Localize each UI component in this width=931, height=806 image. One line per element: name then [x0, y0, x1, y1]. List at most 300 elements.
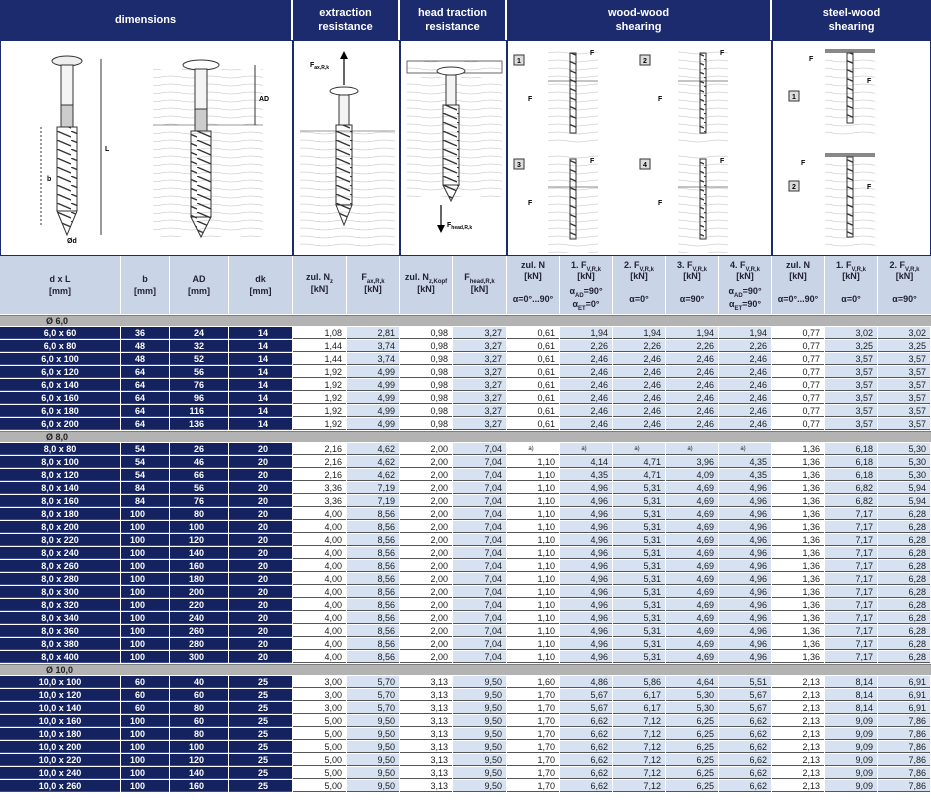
- cell-zul-n-steel: 1,36: [772, 469, 824, 481]
- cell-ww2: 2,46: [613, 418, 665, 430]
- cell-sw2: 7,86: [878, 780, 930, 792]
- cell-ad: 240: [170, 612, 228, 624]
- cell-fax: 9,50: [347, 715, 399, 727]
- cell-dxl: 8,0 x 300: [0, 586, 120, 598]
- table-row: [0, 689, 931, 702]
- cell-fhead: 7,04: [453, 495, 506, 507]
- cell-zul-n-steel: 0,77: [772, 405, 824, 417]
- cell-ww3: 2,46: [666, 405, 718, 417]
- cell-zul-nzk: 2,00: [400, 612, 452, 624]
- cell-b: 100: [121, 651, 169, 663]
- cell-zul-nzk: 2,00: [400, 482, 452, 494]
- svg-text:F: F: [590, 158, 595, 165]
- table-row: [0, 547, 931, 560]
- svg-text:3: 3: [517, 162, 521, 169]
- cell-fax: 4,62: [347, 443, 399, 455]
- cell-sw1: 9,09: [825, 728, 877, 740]
- cell-zul-n-steel: 1,36: [772, 638, 824, 650]
- cell-zul-n: 1,10: [507, 534, 559, 546]
- cell-zul-nzk: 0,98: [400, 353, 452, 365]
- cell-ww1: 4,96: [560, 586, 612, 598]
- cell-sw1: 9,09: [825, 754, 877, 766]
- cell-ww4: a): [719, 443, 771, 455]
- cell-ww3: 4,64: [666, 676, 718, 688]
- cell-fax: 4,62: [347, 456, 399, 468]
- cell-ww1: 4,96: [560, 599, 612, 611]
- cell-zul-n: 1,10: [507, 547, 559, 559]
- cell-fhead: 9,50: [453, 728, 506, 740]
- cell-b: 64: [121, 392, 169, 404]
- table-row: [0, 534, 931, 547]
- svg-text:1: 1: [517, 58, 521, 65]
- cell-sw1: 3,57: [825, 353, 877, 365]
- cell-ww2: 5,31: [613, 612, 665, 624]
- cell-zul-n-steel: 0,77: [772, 392, 824, 404]
- cell-zul-n-steel: 1,36: [772, 508, 824, 520]
- cell-zul-n-steel: 2,13: [772, 689, 824, 701]
- cell-sw1: 6,82: [825, 482, 877, 494]
- cell-b: 100: [121, 612, 169, 624]
- cell-fax: 9,50: [347, 780, 399, 792]
- cell-sw1: 3,02: [825, 327, 877, 339]
- cell-ww3: 6,25: [666, 715, 718, 727]
- cell-zul-n-steel: 0,77: [772, 353, 824, 365]
- cell-b: 100: [121, 521, 169, 533]
- cell-dk: 25: [229, 676, 292, 688]
- cell-ww1: 6,62: [560, 767, 612, 779]
- cell-sw1: 3,57: [825, 366, 877, 378]
- svg-text:F: F: [867, 184, 872, 191]
- cell-sw2: 5,30: [878, 456, 930, 468]
- cell-zul-nz: 1,92: [293, 366, 346, 378]
- cell-zul-n-steel: 0,77: [772, 327, 824, 339]
- table-row: [0, 392, 931, 405]
- cell-ad: 260: [170, 625, 228, 637]
- cell-dk: 14: [229, 405, 292, 417]
- cell-ww2: 7,12: [613, 767, 665, 779]
- cell-ww1: 4,96: [560, 651, 612, 663]
- cell-b: 60: [121, 702, 169, 714]
- case-2: [640, 47, 728, 147]
- cell-sw1: 7,17: [825, 534, 877, 546]
- cell-dxl: 10,0 x 260: [0, 780, 120, 792]
- cell-sw1: 9,09: [825, 767, 877, 779]
- cell-sw2: 5,30: [878, 443, 930, 455]
- cell-ww2: 7,12: [613, 754, 665, 766]
- cell-sw2: 6,28: [878, 573, 930, 585]
- label-fax: $F_{ax,R,k}$: [310, 62, 330, 71]
- cell-fhead: 7,04: [453, 443, 506, 455]
- cell-sw1: 3,25: [825, 340, 877, 352]
- cell-ww3: 6,25: [666, 728, 718, 740]
- svg-text:1: 1: [792, 94, 796, 101]
- table-row: [0, 741, 931, 754]
- cell-b: 54: [121, 456, 169, 468]
- cell-zul-n: 0,61: [507, 353, 559, 365]
- cell-b: 64: [121, 379, 169, 391]
- cell-ww1: 4,96: [560, 573, 612, 585]
- cell-zul-nz: 4,00: [293, 651, 346, 663]
- cell-dxl: 6,0 x 120: [0, 366, 120, 378]
- cell-ww1: 6,62: [560, 728, 612, 740]
- cell-sw2: 6,91: [878, 676, 930, 688]
- cell-sw1: 8,14: [825, 689, 877, 701]
- cell-ww1: 6,62: [560, 754, 612, 766]
- cell-zul-nz: 5,00: [293, 780, 346, 792]
- cell-sw2: 5,94: [878, 482, 930, 494]
- cell-zul-n: 1,10: [507, 625, 559, 637]
- table-row: [0, 327, 931, 340]
- cell-ww4: 2,46: [719, 418, 771, 430]
- cell-sw2: 7,86: [878, 767, 930, 779]
- cell-ww4: 2,46: [719, 366, 771, 378]
- cell-sw2: 3,57: [878, 405, 930, 417]
- cell-ww4: 4,96: [719, 586, 771, 598]
- cell-ad: 52: [170, 353, 228, 365]
- cell-zul-n-steel: 1,36: [772, 547, 824, 559]
- cell-sw1: 6,18: [825, 443, 877, 455]
- cell-ww2: 7,12: [613, 780, 665, 792]
- cell-ww1: 4,96: [560, 547, 612, 559]
- cell-zul-nzk: 0,98: [400, 405, 452, 417]
- cell-ad: 280: [170, 638, 228, 650]
- cell-ad: 140: [170, 547, 228, 559]
- col-zul-nzk: zul. $N_{z,Kopf}$ [kN]: [400, 256, 453, 314]
- cell-fax: 5,70: [347, 676, 399, 688]
- cell-sw2: 6,28: [878, 508, 930, 520]
- cell-ww2: 5,31: [613, 547, 665, 559]
- cell-ww4: 4,96: [719, 560, 771, 572]
- cell-zul-nz: 4,00: [293, 508, 346, 520]
- cell-zul-n-steel: 1,36: [772, 586, 824, 598]
- table-row: [0, 754, 931, 767]
- cell-zul-n: 1,10: [507, 508, 559, 520]
- cell-fax: 8,56: [347, 599, 399, 611]
- cell-sw2: 6,91: [878, 689, 930, 701]
- cell-fax: 8,56: [347, 573, 399, 585]
- cell-ww2: 2,46: [613, 379, 665, 391]
- cell-ww1: 4,96: [560, 638, 612, 650]
- cell-dk: 20: [229, 638, 292, 650]
- cell-zul-nzk: 2,00: [400, 560, 452, 572]
- col-zul-nz: zul. $N_z$ [kN]: [293, 256, 347, 314]
- cell-dxl: 8,0 x 120: [0, 469, 120, 481]
- cell-sw1: 7,17: [825, 599, 877, 611]
- cell-fax: 8,56: [347, 560, 399, 572]
- cell-ww1: 4,96: [560, 495, 612, 507]
- table-row: [0, 443, 931, 456]
- cell-sw1: 9,09: [825, 741, 877, 753]
- cell-sw2: 3,57: [878, 392, 930, 404]
- cell-zul-n: 1,70: [507, 689, 559, 701]
- cell-ww2: 5,31: [613, 495, 665, 507]
- cell-sw1: 6,18: [825, 469, 877, 481]
- cell-zul-nzk: 3,13: [400, 676, 452, 688]
- cell-zul-nzk: 2,00: [400, 469, 452, 481]
- cell-b: 64: [121, 418, 169, 430]
- cell-zul-n-steel: 1,36: [772, 534, 824, 546]
- cell-ad: 46: [170, 456, 228, 468]
- cell-dk: 25: [229, 702, 292, 714]
- group-label: Ø 10,0: [0, 664, 931, 675]
- cell-fax: 8,56: [347, 612, 399, 624]
- cell-zul-n-steel: 1,36: [772, 456, 824, 468]
- cell-b: 100: [121, 625, 169, 637]
- cell-fhead: 3,27: [453, 392, 506, 404]
- cell-dxl: 8,0 x 320: [0, 599, 120, 611]
- cell-fax: 9,50: [347, 741, 399, 753]
- svg-text:2: 2: [792, 184, 796, 191]
- cell-zul-n: 0,61: [507, 327, 559, 339]
- cell-dk: 25: [229, 780, 292, 792]
- cell-ad: 26: [170, 443, 228, 455]
- cell-fax: 7,19: [347, 495, 399, 507]
- table-row: [0, 379, 931, 392]
- cell-b: 100: [121, 508, 169, 520]
- cell-sw1: 6,82: [825, 495, 877, 507]
- cell-ww3: 1,94: [666, 327, 718, 339]
- cell-ad: 56: [170, 482, 228, 494]
- cell-zul-nzk: 3,13: [400, 728, 452, 740]
- cell-fax: 8,56: [347, 651, 399, 663]
- cell-dxl: 8,0 x 340: [0, 612, 120, 624]
- cell-ww2: 7,12: [613, 715, 665, 727]
- cell-ww1: 4,14: [560, 456, 612, 468]
- cell-b: 100: [121, 780, 169, 792]
- cell-sw1: 9,09: [825, 780, 877, 792]
- table-row: [0, 676, 931, 689]
- cell-zul-n: 1,70: [507, 728, 559, 740]
- cell-dk: 20: [229, 573, 292, 585]
- cell-zul-n-steel: 2,13: [772, 767, 824, 779]
- table-row: [0, 651, 931, 664]
- cell-ww3: 6,25: [666, 780, 718, 792]
- label-AD: AD: [259, 96, 270, 103]
- cell-zul-n: 1,10: [507, 521, 559, 533]
- cell-fhead: 7,04: [453, 534, 506, 546]
- cell-fhead: 7,04: [453, 599, 506, 611]
- cell-dxl: 6,0 x 140: [0, 379, 120, 391]
- cell-b: 100: [121, 767, 169, 779]
- cell-ww2: 2,46: [613, 353, 665, 365]
- cell-zul-nzk: 0,98: [400, 392, 452, 404]
- cell-zul-nzk: 2,00: [400, 547, 452, 559]
- cell-ww1: 4,96: [560, 612, 612, 624]
- cell-fax: 8,56: [347, 638, 399, 650]
- cell-zul-nzk: 0,98: [400, 418, 452, 430]
- cell-dk: 20: [229, 443, 292, 455]
- cell-ww1: a): [560, 443, 612, 455]
- cell-zul-n: 1,10: [507, 482, 559, 494]
- cell-sw1: 7,17: [825, 547, 877, 559]
- cell-ww4: 5,67: [719, 689, 771, 701]
- cell-sw2: 6,28: [878, 651, 930, 663]
- cell-zul-n: 1,10: [507, 573, 559, 585]
- cell-zul-nz: 3,36: [293, 495, 346, 507]
- cell-ww2: 6,17: [613, 689, 665, 701]
- cell-zul-nzk: 2,00: [400, 651, 452, 663]
- cell-dxl: 10,0 x 220: [0, 754, 120, 766]
- cell-dxl: 6,0 x 180: [0, 405, 120, 417]
- cell-ww4: 2,46: [719, 379, 771, 391]
- cell-ww1: 4,96: [560, 521, 612, 533]
- svg-text:F: F: [658, 200, 663, 207]
- cell-b: 100: [121, 573, 169, 585]
- cell-ww4: 4,35: [719, 469, 771, 481]
- cell-zul-n: 1,10: [507, 651, 559, 663]
- cell-zul-n-steel: 2,13: [772, 676, 824, 688]
- cell-zul-n-steel: 1,36: [772, 651, 824, 663]
- cell-ww1: 4,96: [560, 508, 612, 520]
- cell-dk: 20: [229, 482, 292, 494]
- cell-fax: 8,56: [347, 547, 399, 559]
- label-b: b: [47, 176, 52, 183]
- cell-ww3: 4,69: [666, 599, 718, 611]
- cell-fhead: 7,04: [453, 625, 506, 637]
- cell-fax: 4,99: [347, 379, 399, 391]
- cell-ww4: 4,96: [719, 612, 771, 624]
- cell-dxl: 8,0 x 360: [0, 625, 120, 637]
- cell-fax: 4,99: [347, 392, 399, 404]
- cell-dk: 20: [229, 508, 292, 520]
- header-head-traction: head traction resistance: [400, 0, 507, 40]
- col-ww4: 4. $F_{V,R,k}$ [kN] $\alpha_{AD}=90^\circ$ $\alpha_{ET}=90^\circ$: [719, 256, 772, 314]
- cell-ww1: 6,62: [560, 741, 612, 753]
- cell-ww3: 4,69: [666, 586, 718, 598]
- cell-zul-n: 0,61: [507, 340, 559, 352]
- cell-dxl: 8,0 x 200: [0, 521, 120, 533]
- cell-b: 48: [121, 340, 169, 352]
- cell-zul-n: 1,10: [507, 560, 559, 572]
- cell-fhead: 9,50: [453, 702, 506, 714]
- cell-ad: 60: [170, 715, 228, 727]
- cell-sw2: 7,86: [878, 741, 930, 753]
- cell-dk: 25: [229, 767, 292, 779]
- cell-fhead: 7,04: [453, 482, 506, 494]
- cell-fhead: 3,27: [453, 340, 506, 352]
- col-dxl: d x L [mm]: [0, 256, 121, 314]
- cell-ww1: 4,35: [560, 469, 612, 481]
- group-label: Ø 8,0: [0, 431, 931, 442]
- cell-ww3: 4,69: [666, 638, 718, 650]
- cell-sw1: 3,57: [825, 405, 877, 417]
- cell-sw2: 7,86: [878, 754, 930, 766]
- cell-ww3: 2,46: [666, 392, 718, 404]
- cell-ww2: 5,31: [613, 651, 665, 663]
- col-fhead: $F_{head,R,k}$ [kN]: [453, 256, 507, 314]
- cell-b: 100: [121, 547, 169, 559]
- cell-ww4: 6,62: [719, 715, 771, 727]
- cell-sw2: 3,02: [878, 327, 930, 339]
- cell-dk: 14: [229, 353, 292, 365]
- cell-fhead: 9,50: [453, 741, 506, 753]
- cell-ww4: 4,35: [719, 456, 771, 468]
- cell-zul-nz: 5,00: [293, 728, 346, 740]
- cell-zul-nzk: 3,13: [400, 689, 452, 701]
- cell-ww2: 7,12: [613, 741, 665, 753]
- cell-ad: 120: [170, 534, 228, 546]
- cell-ww1: 6,62: [560, 780, 612, 792]
- cell-sw2: 3,57: [878, 353, 930, 365]
- cell-dk: 20: [229, 456, 292, 468]
- cell-sw2: 6,28: [878, 586, 930, 598]
- cell-zul-nzk: 3,13: [400, 715, 452, 727]
- cell-ww4: 4,96: [719, 482, 771, 494]
- cell-sw1: 8,14: [825, 702, 877, 714]
- cell-ww2: 2,46: [613, 392, 665, 404]
- cell-ww4: 6,62: [719, 741, 771, 753]
- cell-zul-n: 0,61: [507, 379, 559, 391]
- cell-b: 100: [121, 560, 169, 572]
- cell-fhead: 3,27: [453, 366, 506, 378]
- cell-zul-nz: 4,00: [293, 573, 346, 585]
- cell-zul-nzk: 2,00: [400, 586, 452, 598]
- cell-zul-nzk: 2,00: [400, 495, 452, 507]
- svg-text:F: F: [809, 56, 814, 63]
- cell-dxl: 6,0 x 160: [0, 392, 120, 404]
- cell-zul-nz: 2,16: [293, 456, 346, 468]
- table-row: [0, 638, 931, 651]
- cell-ad: 200: [170, 586, 228, 598]
- cell-fax: 9,50: [347, 767, 399, 779]
- cell-sw1: 9,09: [825, 715, 877, 727]
- cell-ww3: 4,69: [666, 521, 718, 533]
- cell-b: 54: [121, 443, 169, 455]
- cell-sw2: 3,57: [878, 418, 930, 430]
- cell-b: 100: [121, 741, 169, 753]
- cell-ww4: 4,96: [719, 534, 771, 546]
- cell-zul-nz: 5,00: [293, 741, 346, 753]
- cell-ww3: 2,46: [666, 379, 718, 391]
- cell-dxl: 6,0 x 60: [0, 327, 120, 339]
- table-row: [0, 728, 931, 741]
- cell-zul-n: 1,70: [507, 754, 559, 766]
- cell-dk: 14: [229, 340, 292, 352]
- cell-zul-n-steel: 1,36: [772, 560, 824, 572]
- cell-ww2: 5,31: [613, 560, 665, 572]
- cell-fhead: 7,04: [453, 508, 506, 520]
- col-ww2: 2. $F_{V,R,k}$ [kN] α=0°: [613, 256, 666, 314]
- cell-zul-nz: 3,00: [293, 676, 346, 688]
- cell-fhead: 9,50: [453, 715, 506, 727]
- cell-zul-n: 1,10: [507, 456, 559, 468]
- table-row: [0, 715, 931, 728]
- cell-ad: 96: [170, 392, 228, 404]
- cell-zul-n: 0,61: [507, 418, 559, 430]
- cell-dxl: 10,0 x 120: [0, 689, 120, 701]
- cell-sw2: 6,28: [878, 612, 930, 624]
- col-fax: $F_{ax,R,k}$ [kN]: [347, 256, 400, 314]
- cell-fax: 8,56: [347, 625, 399, 637]
- cell-zul-n: 1,70: [507, 715, 559, 727]
- col-zul-n: zul. N [kN] α=0°...90°: [507, 256, 560, 314]
- cell-ww2: 5,31: [613, 625, 665, 637]
- cell-ww2: 2,26: [613, 340, 665, 352]
- cell-ad: 180: [170, 573, 228, 585]
- cell-fax: 3,74: [347, 353, 399, 365]
- cell-ww2: 2,46: [613, 366, 665, 378]
- cell-ww1: 4,96: [560, 534, 612, 546]
- cell-ww3: 4,69: [666, 547, 718, 559]
- cell-sw1: 3,57: [825, 418, 877, 430]
- cell-b: 100: [121, 715, 169, 727]
- cell-zul-nz: 5,00: [293, 715, 346, 727]
- cell-ww1: 2,26: [560, 340, 612, 352]
- cell-ad: 24: [170, 327, 228, 339]
- cell-zul-nzk: 0,98: [400, 366, 452, 378]
- cell-b: 100: [121, 599, 169, 611]
- cell-ww1: 2,46: [560, 418, 612, 430]
